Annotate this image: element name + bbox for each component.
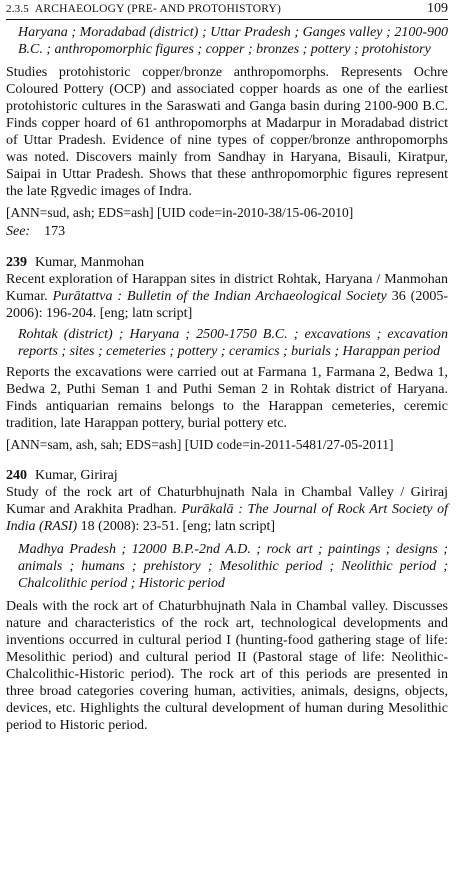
ann-label: ANN <box>10 205 40 220</box>
entry-240 <box>6 467 448 734</box>
running-header <box>6 0 448 20</box>
entry-author: Kumar, Giriraj <box>35 468 118 483</box>
section-title: ARCHAEOLOGY (PRE- AND PROTOHISTORY) <box>34 3 281 15</box>
entry-239-heading <box>6 254 448 271</box>
entry-prev-keywords: Haryana ; Moradabad (district) ; Uttar Pradesh ; Ganges valley ; 2100-900 B.C. ; anthropomorphic figures ; copper ; bronzes ; pottery ; protohistory <box>18 25 448 57</box>
section-number: 2.3.5 <box>6 3 29 15</box>
entry-239-keywords: Rohtak (district) ; Haryana ; 2500-1750 B.C. ; excavations ; excavation reports ; sites ; cemeteries ; pottery ; ceramics ; burials ; Harappan period <box>18 327 448 359</box>
see-value: 173 <box>44 224 66 239</box>
entry-prev-abstract: Studies protohistoric copper/bronze anthropomorphs. Represents Ochre Coloured Pottery (OCP) and associated copper hoards as one of the earliest protohistoric cultures in the Saraswati and Ganga basin during 2100-900 B.C. Finds copper hoard of 61 anthropomorphs at Madarpur in Moradabad district of Uttar Pradesh. Evidence of nine types of copper/bronze anthropomorphs was noted. Discovers mainly from Sandhay in Haryana, Bisauli, Kiratpur, Saipai in Uttar Pradesh. Shows that these anthropomorphic figures represent the late Ṛgvedic images of Indra. <box>6 65 448 199</box>
entry-number: 239 <box>6 255 27 270</box>
uid-value: code=in-2010-38/15-06-2010] <box>185 205 354 220</box>
citation-title: Recent exploration of Harappan sites in district Rohtak, Haryana / Manmohan Kumar. <box>6 272 448 304</box>
entry-239-abstract: Reports the excavations were carried out at Farmana 1, Farmana 2, Bedwa 1, Bedwa 2, Puthi Seman 1 and Puthi Seman 2 in Rohtak district of Haryana. Finds antiquarian remains belongs to the Harappan cemeteries, ceremic tradition, late Harappan pottery, burial pottery etc. <box>6 365 448 431</box>
entry-number: 240 <box>6 468 27 483</box>
entry-240-abstract: Deals with the rock art of Chaturbhujnath Nala in Chambal valley. Discusses nature and characteristics of the rock art, technological developments and inventions occurred in cultural period I (hunting-food gathering stage of life: Mesolithic period) and cultural period II (Pastoral stage of life: Neolithic-Chalcolithic-Historic period). The rock art of this periods are presented in three broad categories covering human, activities, animals, designs, objects, devices, etc. Highlights the cultural development of human during Mesolithic period to Historic period. <box>6 599 448 733</box>
eds-label: EDS <box>98 205 124 220</box>
entry-240-citation <box>6 484 448 535</box>
uid-label: UID <box>189 437 214 452</box>
page-number: 109 <box>427 1 448 16</box>
section-heading <box>6 1 281 15</box>
entry-239 <box>6 254 448 453</box>
uid-label: UID <box>161 205 186 220</box>
citation-title: Study of the rock art of Chaturbhujnath Nala in Chambal Valley / Giriraj Kumar and Arakhita Pradhan. <box>6 485 448 517</box>
citation-details: 18 (2008): 23-51. [eng; latn script] <box>77 519 276 534</box>
entry-prev <box>6 24 448 240</box>
ann-value: =sud, ash; <box>39 205 98 220</box>
entry-prev-record-codes: [ANN=sud, ash; EDS=ash] [UID code=in-2010-38/15-06-2010] <box>6 205 354 220</box>
journal-name: Purākalā : The Journal of Rock Art Society of India (RASI) <box>6 502 448 534</box>
eds-value: =ash] <box>151 437 185 452</box>
entry-author: Kumar, Manmohan <box>35 255 145 270</box>
entry-239-record-codes: [ANN=sam, ash, sah; EDS=ash] [UID code=in-2011-5481/27-05-2011] <box>6 437 394 452</box>
citation-details: 36 (2005-2006): 196-204. [eng; latn script] <box>6 289 448 321</box>
ann-value: =sam, ash, sah; <box>39 437 126 452</box>
eds-value: =ash] <box>123 205 157 220</box>
eds-label: EDS <box>125 437 152 452</box>
entry-prev-see-also <box>6 223 448 240</box>
entry-239-citation <box>6 271 448 322</box>
see-label: See: <box>6 224 31 239</box>
journal-name: Purātattva : Bulletin of the Indian Archaeological Society <box>52 289 387 304</box>
uid-value: code=in-2011-5481/27-05-2011] <box>213 437 394 452</box>
ann-label: ANN <box>10 437 40 452</box>
entry-240-keywords: Madhya Pradesh ; 12000 B.P.-2nd A.D. ; rock art ; paintings ; designs ; animals ; humans ; prehistory ; Mesolithic period ; Neolithic period ; Chalcolithic period ; Historic period <box>18 542 448 591</box>
entry-240-heading <box>6 467 448 484</box>
